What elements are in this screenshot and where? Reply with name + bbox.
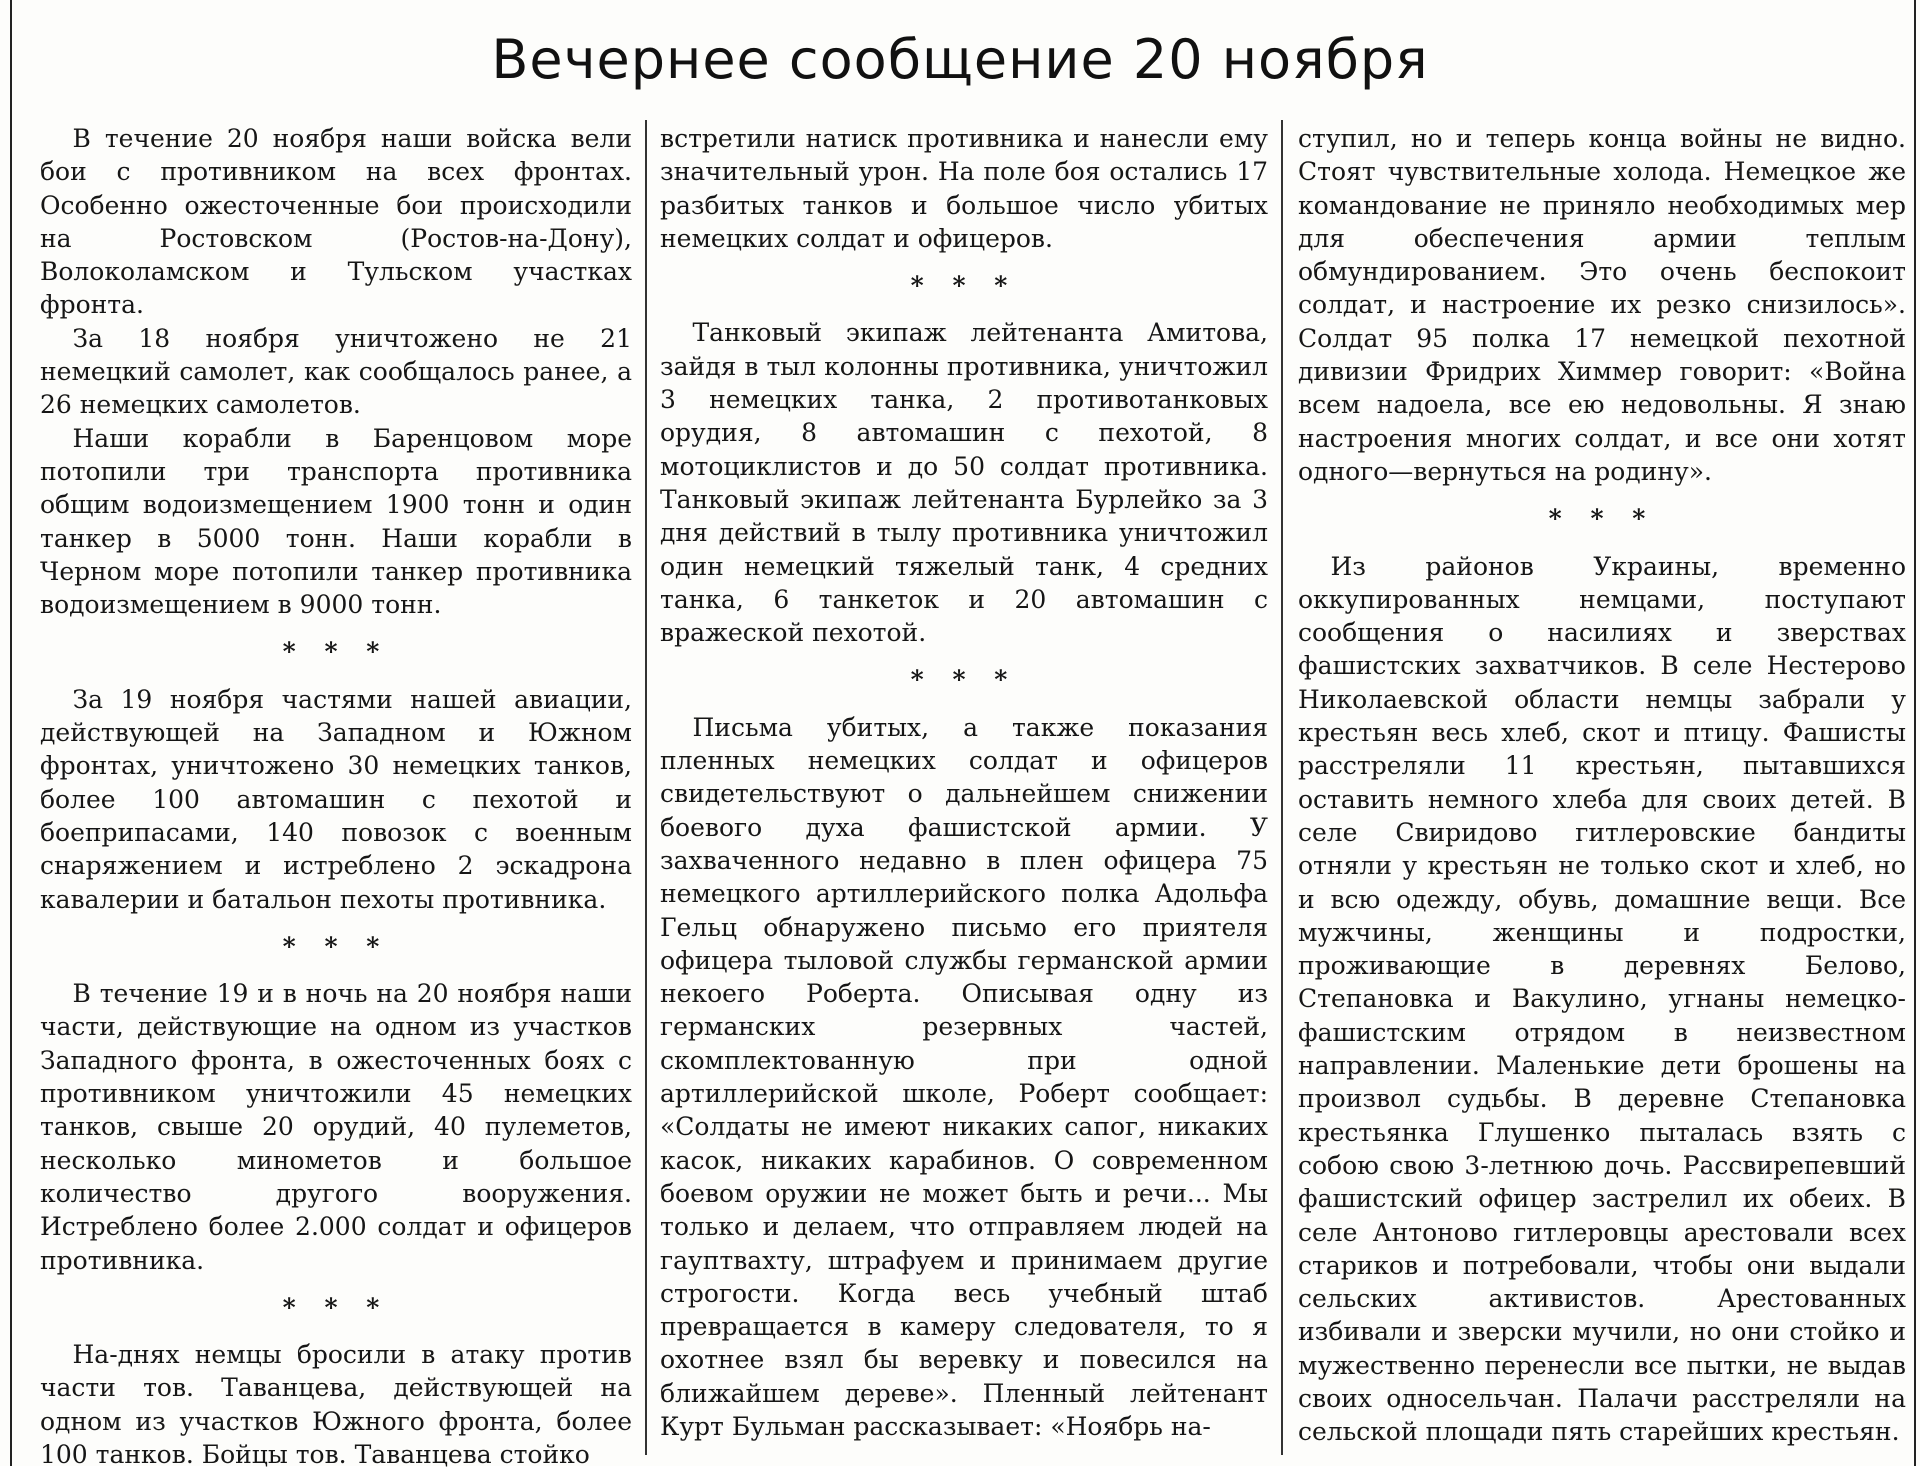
article-paragraph: В течение 20 ноября наши войска вели бои с противником на всех фронтах. Особенно ожесточенные бои происходили на Ростовском (Ростов-на-Дону), Волоколамском и Тульском участках фронта. bbox=[40, 124, 632, 320]
column-3 bbox=[1298, 122, 1906, 1452]
article-paragraph: Из районов Украины, временно оккупированных немцами, поступают сообщения о насилиях и зверствах фашистских захватчиков. В селе Нестерово Николаевской области немцы забрали у крестьян весь хлеб, скот и птицу. Фашисты расстреляли 11 крестьян, пытавшихся оставить немного хлеба для своих детей. В селе Свиридово гитлеровские бандиты отняли у крестьян не только скот и хлеб, но и всю одежду, обувь, домашние вещи. Все мужчины, женщины и подростки, проживающие в деревнях Белово, Степановка и Вакулино, угнаны немецко-фашистским отрядом в неизвестном направлении. Маленькие дети брошены на произвол судьбы. В деревне Степановка крестьянка Глушенко пыталась взять с собою свою 3-летнюю дочь. Рассвирепевший фашистский офицер застрелил их обеих. В селе Антоново гитлеровцы арестовали всех стариков и потребовали, чтобы они выдали сельских активистов. Арестованных избивали и зверски мучили, но они стойко и мужественно перенесли все пытки, не выдав своих односельчан. Палачи расстреляли на сельской площади пять старейших крестьян. bbox=[1298, 551, 1906, 1447]
section-separator: * * * bbox=[282, 637, 390, 667]
column-divider-1 bbox=[645, 120, 647, 1455]
column-1 bbox=[40, 122, 632, 1469]
article-paragraph: Танковый экипаж лейтенанта Амитова, зайдя в тыл колонны противника, уничтожил 3 немецких танка, 2 противотанковых орудия, 8 автомашин с пехотой, 8 мотоциклистов и до 50 солдат противника. Танковый экипаж лейтенанта Бурлейко за 3 дня действий в тылу противника уничтожил один немецкий тяжелый танк, 4 средних танка, 6 танкеток и 20 автомашин с вражеской пехотой. bbox=[660, 318, 1268, 648]
column-2 bbox=[660, 122, 1268, 1452]
section-separator: * * * bbox=[910, 665, 1018, 695]
article-paragraph: За 19 ноября частями нашей авиации, действующей на Западном и Южном фронтах, уничтожено 30 немецких танков, более 100 автомашин с пехотой и боеприпасами, 140 повозок с военным снаряжением и истреблено 2 эскадрона кавалерии и батальон пехоты противника. bbox=[40, 684, 632, 914]
article-paragraph: На-днях немцы бросили в атаку против части тов. Таванцева, действующей на одном из участков Южного фронта, более 100 танков. Бойцы тов. Таванцева стойко bbox=[40, 1340, 632, 1469]
article-paragraph: В течение 19 и в ночь на 20 ноября наши части, действующие на одном из участков Западного фронта, в ожесточенных боях с противником уничтожили 45 немецких танков, свыше 20 орудий, 40 пулеметов, несколько минометов и большое количество другого вооружения. Истреблено более 2.000 солдат и офицеров противника. bbox=[40, 979, 632, 1275]
section-separator: * * * bbox=[1548, 504, 1656, 534]
article-paragraph: Наши корабли в Баренцовом море потопили три транспорта противника общим водоизмещением 1900 тонн и один танкер в 5000 тонн. Наши корабли в Черном море потопили танкер противника водоизмещением в 9000 тонн. bbox=[40, 423, 632, 620]
section-separator: * * * bbox=[910, 271, 1018, 301]
column-divider-2 bbox=[1281, 120, 1283, 1455]
page-border-left bbox=[10, 0, 12, 1466]
section-separator: * * * bbox=[282, 931, 390, 961]
article-paragraph: встретили натиск противника и нанесли ему значительный урон. На поле боя остались 17 разбитых танков и большое число убитых немецких солдат и офицеров. bbox=[660, 124, 1268, 253]
article-paragraph: ступил, но и теперь конца войны не видно. Стоят чувствительные холода. Немецкое же командование не приняло необходимых мер для обеспечения армии теплым обмундированием. Это очень беспокоит солдат, и настроение их резко снизилось». Солдат 95 полка 17 немецкой пехотной дивизии Фридрих Химмер говорит: «Война всем надоела, все ею недовольны. Я знаю настроения многих солдат, и все они хотят одного—вернуться на родину». bbox=[1298, 124, 1906, 486]
article-paragraph: За 18 ноября уничтожено не 21 немецкий самолет, как сообщалось ранее, а 26 немецких самолетов. bbox=[40, 323, 632, 420]
section-separator: * * * bbox=[282, 1292, 390, 1322]
page-border-right bbox=[1914, 0, 1916, 1466]
article-paragraph: Письма убитых, а также показания пленных немецких солдат и офицеров свидетельствуют о дальнейшем снижении боевого духа фашистской армии. У захваченного недавно в плен офицера 75 немецкого артиллерийского полка Адольфа Гельц обнаружено письмо его приятеля офицера тыловой службы германской армии некоего Роберта. Описывая одну из германских резервных частей, скомплектованную при одной артиллерийской школе, Роберт сообщает: «Солдаты не имеют никаких сапог, никаких касок, никаких карабинов. О современном боевом оружии не может быть и речи... Мы только и делаем, что отправляем людей на гауптвахту, штрафуем и принимаем другие строгости. Когда весь учебный штаб превращается в камеру следователя, то я охотнее взял бы веревку и повесился на ближайшем дереве». Пленный лейтенант Курт Бульман рассказывает: «Ноябрь на- bbox=[660, 712, 1268, 1441]
headline: Вечернее сообщение 20 ноября bbox=[491, 28, 1429, 91]
